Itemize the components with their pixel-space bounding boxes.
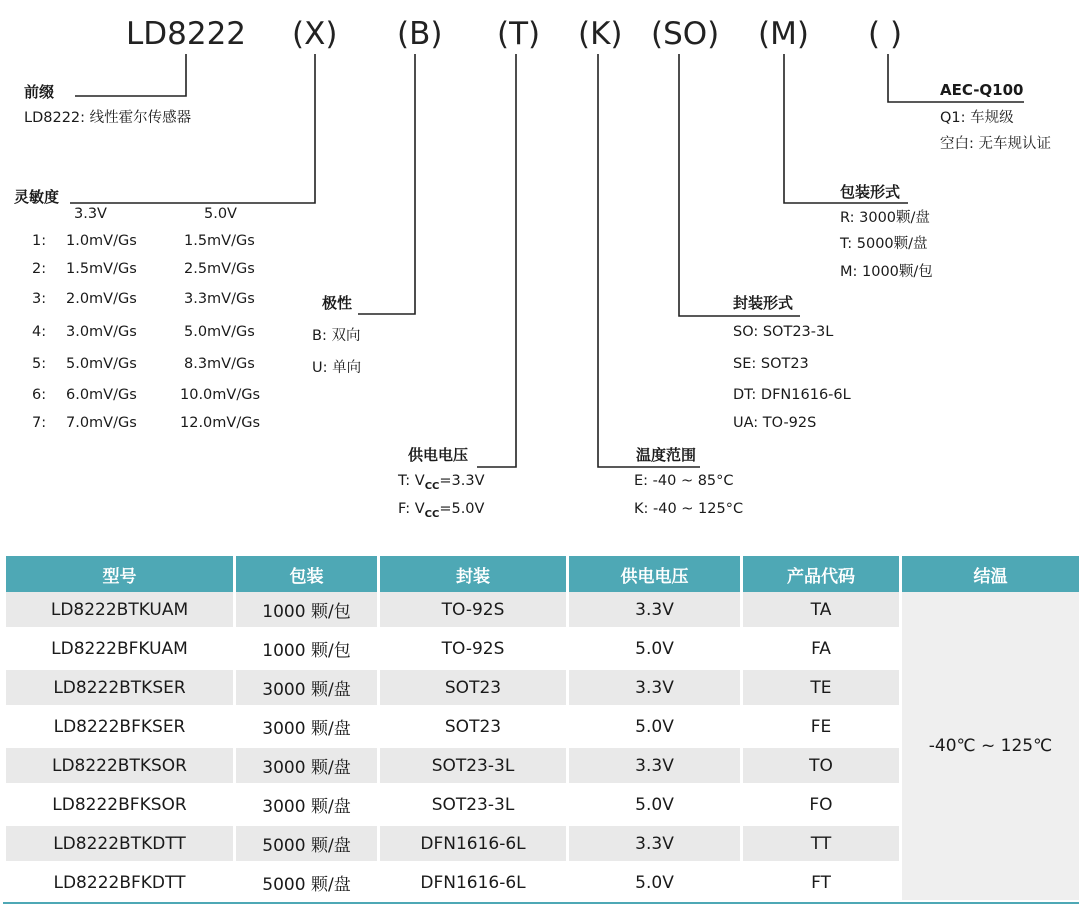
header-model: 型号 [6, 556, 233, 592]
polarity-option: U: 单向 [312, 360, 362, 376]
code-field-supply: (T) [497, 16, 541, 52]
grade-option: Q1: 车规级 [940, 110, 1014, 126]
cell-packing: 3000 颗/盘 [236, 670, 377, 709]
sensitivity-value-5v0: 2.5mV/Gs [184, 261, 255, 277]
packing-option: M: 1000颗/包 [840, 264, 933, 280]
sensitivity-value-5v0: 10.0mV/Gs [180, 387, 261, 403]
cell-packing: 3000 颗/盘 [236, 709, 377, 748]
sensitivity-value-3v3: 2.0mV/Gs [66, 291, 137, 307]
cell-voltage: 5.0V [569, 787, 740, 826]
sensitivity-value-5v0: 5.0mV/Gs [184, 324, 255, 340]
cell-voltage: 3.3V [569, 670, 740, 709]
sensitivity-code: 1: [32, 233, 47, 249]
supply-prefix: T: V [398, 473, 425, 489]
sensitivity-code: 2: [32, 261, 47, 277]
temperature-option: E: -40 ~ 85°C [634, 473, 734, 489]
package-option: DT: DFN1616-6L [733, 387, 851, 403]
cell-packing: 5000 颗/盘 [236, 865, 377, 904]
table-row [6, 592, 1079, 631]
temperature-connector [598, 54, 700, 467]
cell-model: LD8222BFKSER [6, 709, 233, 748]
cell-package: DFN1616-6L [380, 865, 566, 904]
cell-voltage: 3.3V [569, 826, 740, 865]
sensitivity-code: 7: [32, 415, 47, 431]
packing-title: 包装形式 [840, 183, 901, 201]
sensitivity-code: 6: [32, 387, 47, 403]
code-field-grade: ( ) [868, 16, 903, 52]
sensitivity-value-5v0: 12.0mV/Gs [180, 415, 261, 431]
sensitivity-code: 4: [32, 324, 47, 340]
cell-voltage: 5.0V [569, 631, 740, 670]
cell-model: LD8222BTKUAM [6, 592, 233, 631]
cell-code: TE [743, 670, 899, 709]
cell-packing: 3000 颗/盘 [236, 748, 377, 787]
cell-packing: 1000 颗/包 [236, 592, 377, 631]
sensitivity-title: 灵敏度 [14, 188, 60, 206]
supply-subscript: CC [424, 480, 440, 492]
cell-packing: 1000 颗/包 [236, 631, 377, 670]
cell-model: LD8222BFKSOR [6, 787, 233, 826]
header-package: 封装 [380, 556, 566, 592]
sensitivity-code: 3: [32, 291, 47, 307]
package-connector [679, 54, 800, 316]
cell-voltage: 3.3V [569, 748, 740, 787]
code-field-packing: (M) [758, 16, 809, 52]
sensitivity-value-3v3: 5.0mV/Gs [66, 356, 137, 372]
cell-model: LD8222BTKSER [6, 670, 233, 709]
header-voltage: 供电电压 [569, 556, 740, 592]
polarity-connector [358, 54, 415, 314]
cell-package: DFN1616-6L [380, 826, 566, 865]
supply-subscript: CC [424, 508, 440, 520]
package-option: UA: TO-92S [733, 415, 817, 431]
header-product-code: 产品代码 [743, 556, 899, 592]
prefix-description: LD8222: 线性霍尔传感器 [24, 110, 192, 126]
cell-code: FT [743, 865, 899, 904]
sensitivity-code: 5: [32, 356, 47, 372]
sensitivity-value-3v3: 7.0mV/Gs [66, 415, 137, 431]
sensitivity-value-5v0: 3.3mV/Gs [184, 291, 255, 307]
cell-model: LD8222BFKDTT [6, 865, 233, 904]
supply-value: =3.3V [439, 473, 485, 489]
sensitivity-header-3v3: 3.3V [74, 206, 107, 222]
grade-title: AEC-Q100 [940, 81, 1024, 99]
cell-package: SOT23 [380, 709, 566, 748]
code-field-sensitivity: (X) [292, 16, 338, 52]
sensitivity-value-3v3: 6.0mV/Gs [66, 387, 137, 403]
cell-voltage: 3.3V [569, 592, 740, 631]
cell-packing: 3000 颗/盘 [236, 787, 377, 826]
cell-package: SOT23-3L [380, 748, 566, 787]
cell-code: FE [743, 709, 899, 748]
sensitivity-connector [70, 54, 315, 203]
package-title: 封装形式 [733, 294, 794, 312]
supply-option-t [398, 473, 485, 492]
sensitivity-value-3v3: 1.5mV/Gs [66, 261, 137, 277]
polarity-option: B: 双向 [312, 328, 361, 344]
sensitivity-value-3v3: 3.0mV/Gs [66, 324, 137, 340]
sensitivity-value-5v0: 1.5mV/Gs [184, 233, 255, 249]
packing-option: T: 5000颗/盘 [840, 236, 928, 252]
cell-packing: 5000 颗/盘 [236, 826, 377, 865]
temperature-option: K: -40 ~ 125°C [634, 501, 744, 517]
supply-value: =5.0V [439, 501, 485, 517]
code-field-package: (SO) [651, 16, 720, 52]
prefix-connector [75, 54, 186, 96]
cell-package: TO-92S [380, 631, 566, 670]
code-field-temperature: (K) [578, 16, 623, 52]
code-field-polarity: (B) [397, 16, 443, 52]
ordering-table [3, 556, 1080, 904]
cell-code: FO [743, 787, 899, 826]
cell-model: LD8222BTKDTT [6, 826, 233, 865]
cell-junction-temp: -40℃ ~ 125℃ [902, 592, 1079, 904]
package-option: SO: SOT23-3L [733, 324, 834, 340]
cell-model: LD8222BTKSOR [6, 748, 233, 787]
cell-package: SOT23-3L [380, 787, 566, 826]
prefix-title: 前缀 [24, 83, 55, 101]
cell-code: TA [743, 592, 899, 631]
packing-option: R: 3000颗/盘 [840, 210, 930, 226]
package-option: SE: SOT23 [733, 356, 809, 372]
header-packing: 包装 [236, 556, 377, 592]
supply-prefix: F: V [398, 501, 425, 517]
supply-title: 供电电压 [408, 446, 469, 464]
cell-package: TO-92S [380, 592, 566, 631]
cell-voltage: 5.0V [569, 865, 740, 904]
code-base: LD8222 [126, 16, 247, 52]
grade-option: 空白: 无车规认证 [940, 136, 1051, 152]
temperature-title: 温度范围 [636, 446, 697, 464]
sensitivity-header-5v0: 5.0V [204, 206, 237, 222]
header-junction-temp: 结温 [902, 556, 1079, 592]
cell-code: TT [743, 826, 899, 865]
supply-option-f [398, 501, 484, 520]
cell-package: SOT23 [380, 670, 566, 709]
table-header-row [6, 556, 1079, 592]
supply-connector [477, 54, 516, 467]
table-bottom-rule [3, 902, 1079, 904]
cell-voltage: 5.0V [569, 709, 740, 748]
cell-code: TO [743, 748, 899, 787]
cell-code: FA [743, 631, 899, 670]
cell-model: LD8222BFKUAM [6, 631, 233, 670]
polarity-title: 极性 [322, 294, 353, 312]
sensitivity-value-3v3: 1.0mV/Gs [66, 233, 137, 249]
sensitivity-value-5v0: 8.3mV/Gs [184, 356, 255, 372]
